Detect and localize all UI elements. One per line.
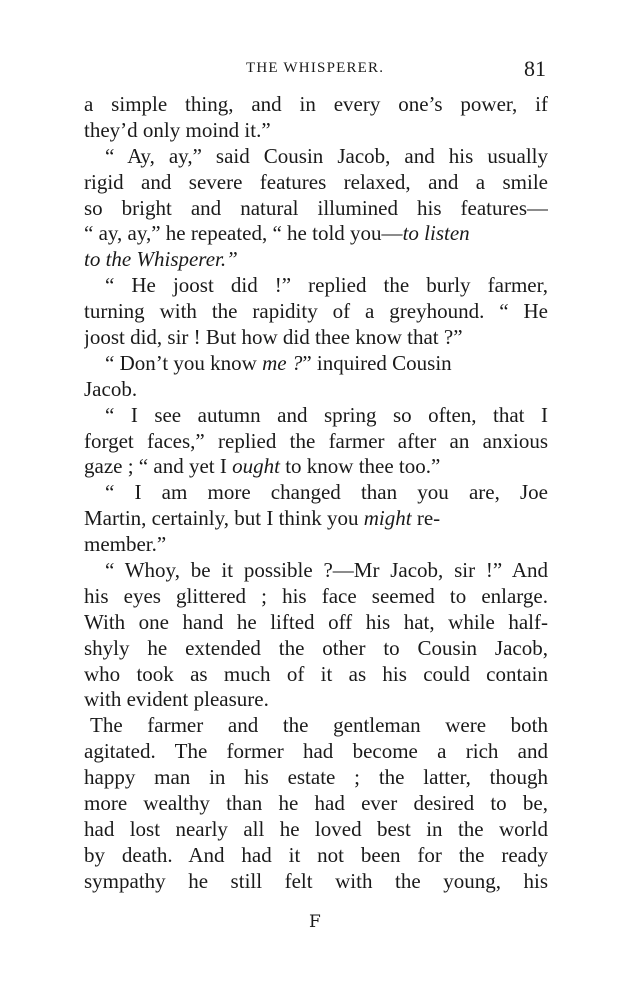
text-line: by death. And had it not been for the ready: [84, 842, 548, 867]
running-head: [0, 56, 623, 82]
text-line: a simple thing, and in every one’s power, if: [84, 92, 548, 116]
text-line: with evident pleasure.: [84, 687, 269, 712]
text-line: had lost nearly all he loved best in the world: [84, 816, 548, 841]
body-text: [84, 92, 548, 895]
text-line: sympathy he still felt with the young, his: [84, 868, 548, 893]
text-line: [84, 506, 548, 532]
text-line: his eyes glittered ; his face seemed to enlarge.: [84, 583, 548, 608]
text-line: “ I see autumn and spring so often, that I: [105, 402, 548, 427]
page-number: 81: [524, 56, 546, 81]
text-line: member.”: [84, 532, 167, 557]
text-run: ” inquired Cousin: [302, 350, 452, 375]
text-line: shyly he extended the other to Cousin Jacob,: [84, 635, 548, 660]
text-line: so bright and natural illumined his features—: [84, 195, 548, 220]
text-line: “ Ay, ay,” said Cousin Jacob, and his usually: [105, 143, 548, 168]
text-line: more wealthy than he had ever desired to be,: [84, 791, 548, 816]
text-line: [84, 247, 548, 273]
text-run: “ Don’t you know: [105, 350, 263, 375]
text-line: turning with the rapidity of a greyhound. “ He: [84, 299, 548, 324]
text-line: they’d only moind it.”: [84, 117, 271, 142]
italic-text: me ?: [262, 350, 303, 375]
text-run: “ ay, ay,” he repeated, “ he told you—: [84, 221, 403, 246]
text-line: “ He joost did !” replied the burly farmer,: [105, 273, 548, 298]
text-line: [84, 221, 548, 247]
text-line: “ I am more changed than you are, Joe: [105, 480, 548, 505]
text-line: With one hand he lifted off his hat, while half-: [84, 609, 548, 634]
text-line: happy man in his estate ; the latter, though: [84, 765, 548, 790]
text-line: [84, 351, 548, 377]
text-line: who took as much of it as his could contain: [84, 661, 548, 686]
text-line: joost did, sir ! But how did thee know that ?”: [84, 325, 463, 350]
text-line: Jacob.: [84, 376, 138, 401]
text-line: agitated. The former had become a rich and: [84, 739, 548, 764]
italic-text: to the Whisperer.”: [84, 247, 238, 272]
text-run: gaze ; “ and yet I: [84, 454, 233, 479]
text-line: forget faces,” replied the farmer after an anxious: [84, 428, 548, 453]
text-run: Martin, certainly, but I think you: [84, 506, 364, 531]
text-line: The farmer and the gentleman were both: [90, 713, 548, 738]
running-title: THE WHISPERER.: [246, 60, 385, 76]
text-line: rigid and severe features relaxed, and a smile: [84, 169, 548, 194]
text-line: [84, 454, 548, 480]
text-line: “ Whoy, be it possible ?—Mr Jacob, sir !” And: [105, 558, 548, 583]
italic-text: to listen: [402, 221, 470, 246]
italic-text: might: [363, 506, 412, 531]
text-run: re-: [411, 506, 441, 531]
signature-mark: F: [309, 912, 321, 932]
text-run: to know thee too.”: [279, 454, 441, 479]
italic-text: ought: [232, 454, 280, 479]
